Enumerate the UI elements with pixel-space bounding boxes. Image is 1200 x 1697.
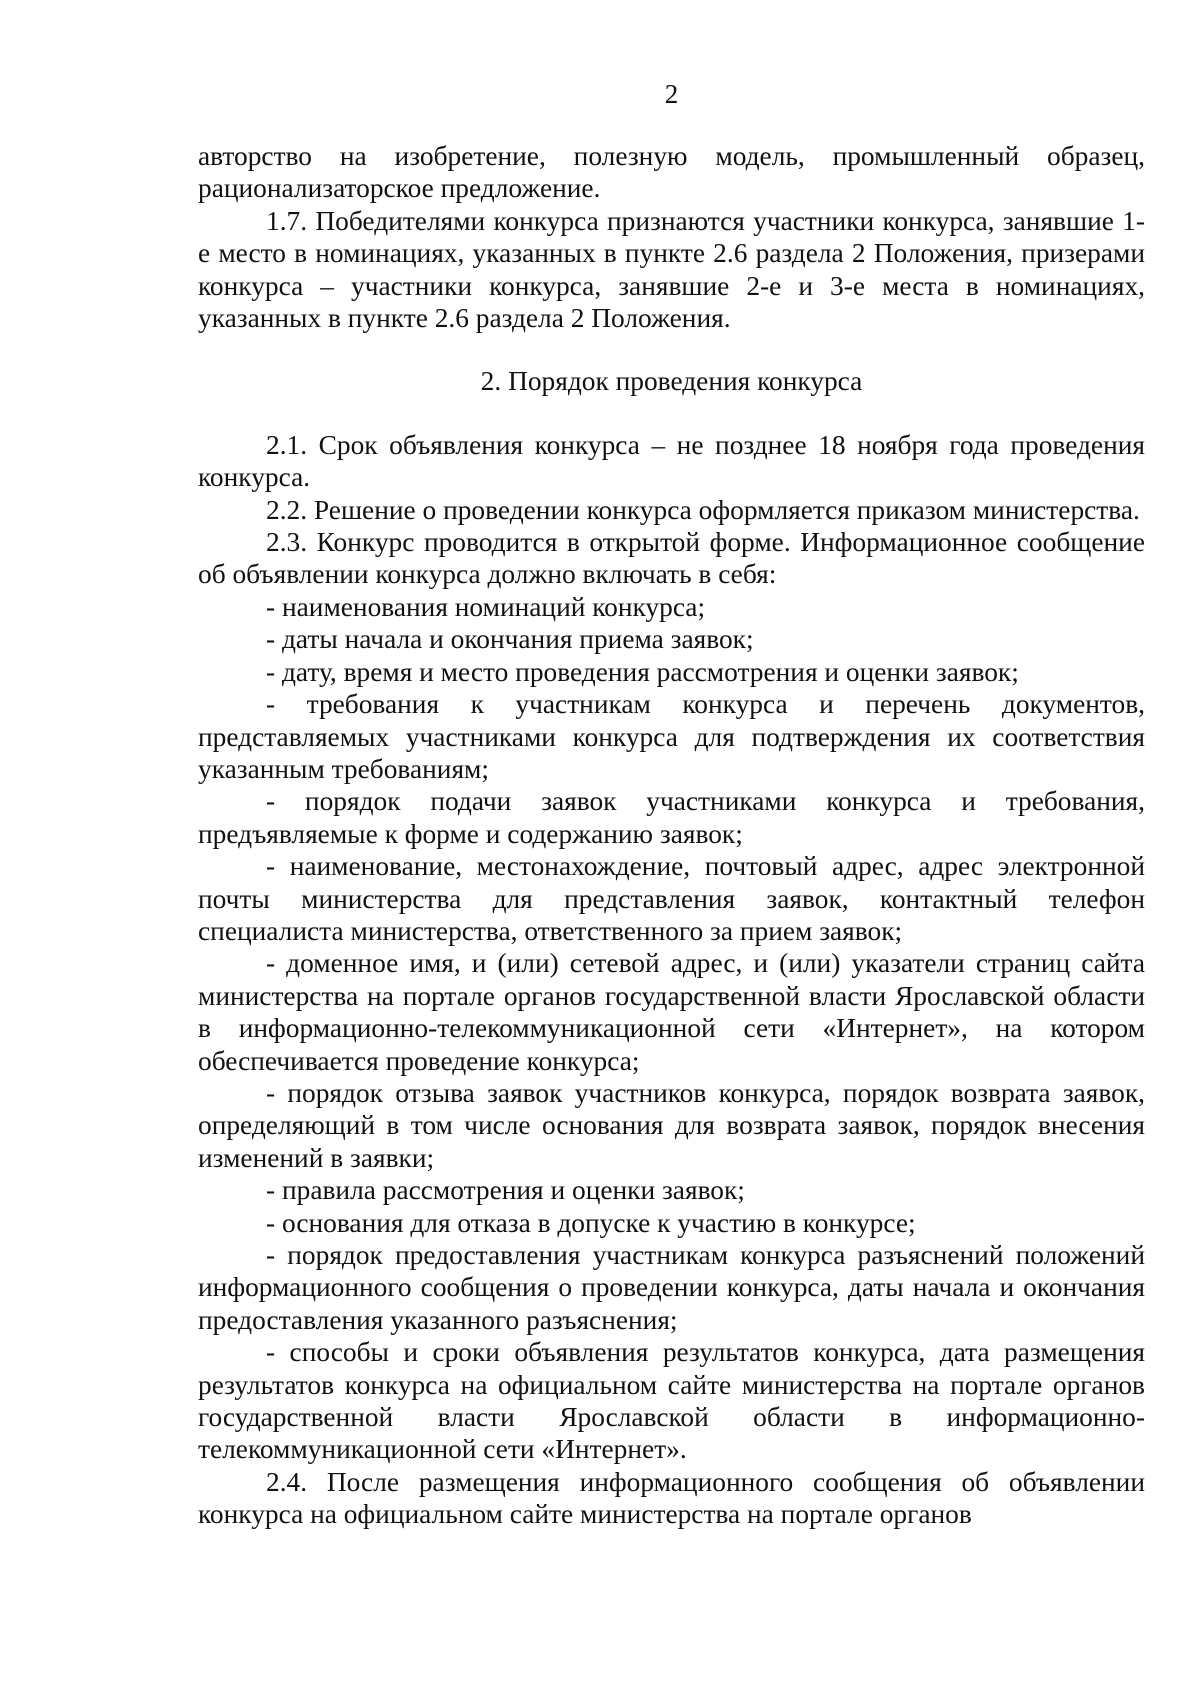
list-item: - способы и сроки объявления результатов конкурса, дата размещения результатов конкурса на официальном сайте министерства на портале органов государственной власти Ярославской области в информационно-телекоммуникационной сети «Интернет».: [198, 1337, 1145, 1465]
list-item: - наименования номинаций конкурса;: [266, 591, 706, 622]
list-item: - правила рассмотрения и оценки заявок;: [266, 1175, 745, 1206]
paragraph-continuation: авторство на изобретение, полезную модель, промышленный образец, рационализаторское предложение.: [198, 141, 1145, 204]
paragraph-2-3: 2.3. Конкурс проводится в открытой форме. Информационное сообщение об объявлении конкурса должно включать в себя:: [198, 527, 1145, 590]
paragraph-2-2: 2.2. Решение о проведении конкурса оформляется приказом министерства.: [266, 494, 1140, 525]
list-item: - требования к участникам конкурса и перечень документов, представляемых участниками конкурса для подтверждения их соответствия указанным требованиям;: [198, 689, 1145, 784]
document-body: [198, 140, 1145, 1531]
paragraph-1-7: 1.7. Победителями конкурса признаются участники конкурса, занявшие 1-е место в номинациях, указанных в пункте 2.6 раздела 2 Положения, призерами конкурса – участники конкурса, занявшие 2-е и 3-е места в номинациях, указанных в пункте 2.6 раздела 2 Положения.: [198, 205, 1145, 334]
list-item: - основания для отказа в допуске к участию в конкурсе;: [266, 1207, 916, 1238]
page-number: 2: [664, 79, 679, 109]
list-item: - даты начала и окончания приема заявок;: [266, 624, 754, 655]
list-item: - наименование, местонахождение, почтовый адрес, адрес электронной почты министерства для представления заявок, контактный телефон специалиста министерства, ответственного за прием заявок;: [198, 851, 1145, 946]
paragraph-2-4: 2.4. После размещения информационного сообщения об объявлении конкурса на официальном сайте министерства на портале органов: [198, 1466, 1145, 1530]
section-heading: 2. Порядок проведения конкурса: [480, 366, 863, 397]
list-item: - доменное имя, и (или) сетевой адрес, и (или) указатели страниц сайта министерства на портале органов государственной власти Ярославской области в информационно-телекоммуникационной сети «Интернет», на котором обеспечивается проведение конкурса;: [198, 948, 1145, 1076]
list-item: - порядок подачи заявок участниками конкурса и требования, предъявляемые к форме и содержанию заявок;: [198, 786, 1145, 849]
list-item: - порядок предоставления участникам конкурса разъяснений положений информационного сообщения о проведении конкурса, даты начала и окончания предоставления указанного разъяснения;: [198, 1240, 1145, 1335]
list-item: - дату, время и место проведения рассмотрения и оценки заявок;: [266, 656, 1019, 687]
list-item: - порядок отзыва заявок участников конкурса, порядок возврата заявок, определяющий в том числе основания для возврата заявок, порядок внесения изменений в заявки;: [198, 1077, 1145, 1173]
paragraph-2-1: 2.1. Срок объявления конкурса – не позднее 18 ноября года проведения конкурса.: [198, 429, 1145, 493]
